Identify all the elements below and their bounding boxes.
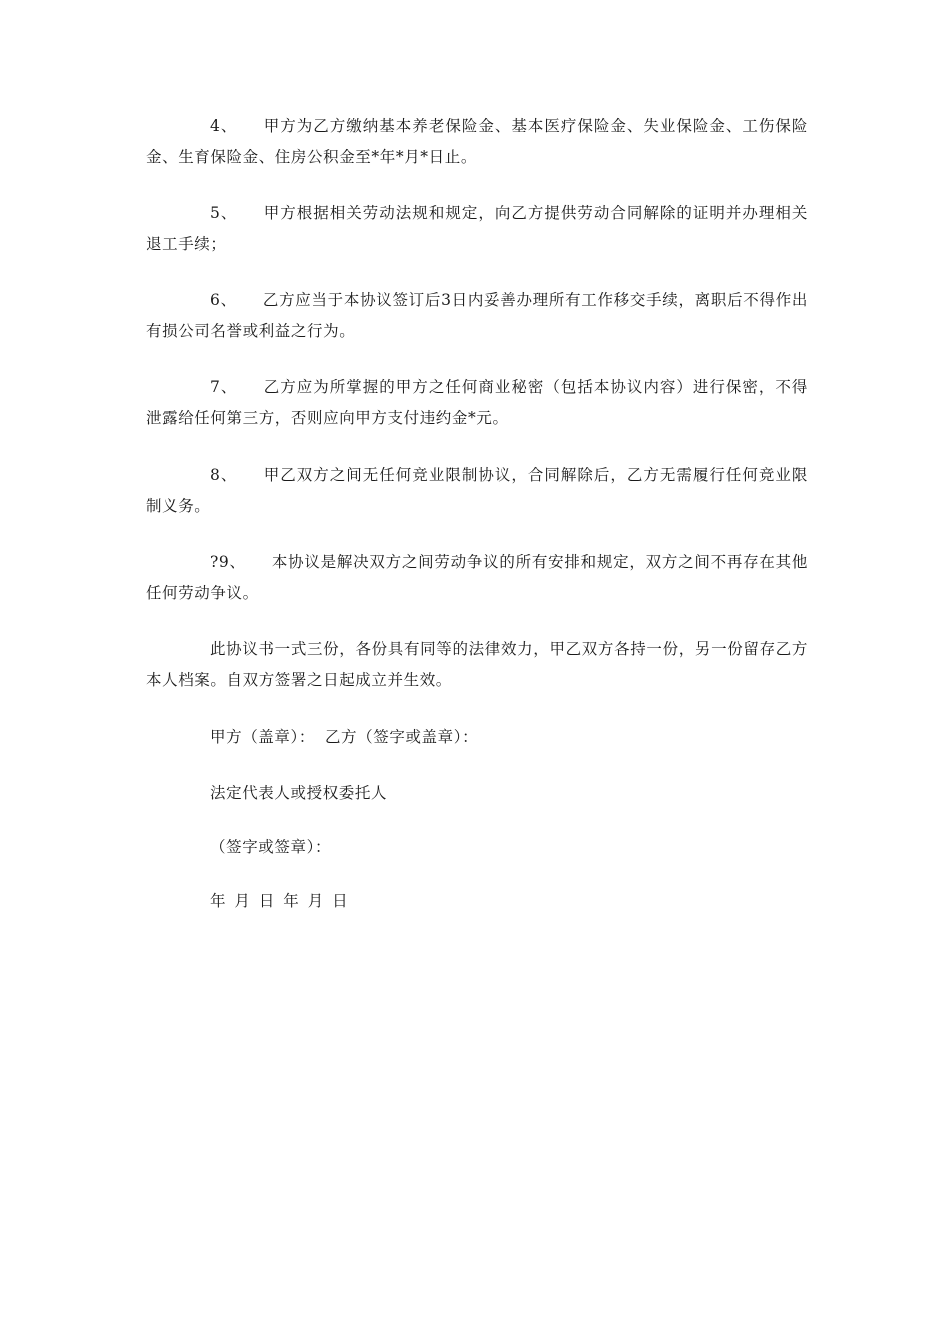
clause-8 <box>146 460 808 522</box>
clause-number: 7、 <box>210 378 238 396</box>
date-line: 年 月 日 年 月 日 <box>210 892 350 910</box>
clause-text: 本协议是解决双方之间劳动争议的所有安排和规定，双方之间不再存在其他任何劳动争议。 <box>146 553 808 602</box>
clause-text: 甲方为乙方缴纳基本养老保险金、基本医疗保险金、失业保险金、工伤保险金、生育保险金、住房公积金至*年*月*日止。 <box>146 117 808 166</box>
clause-number: 4、 <box>210 117 238 135</box>
party-b-sign-label: 乙方（签字或盖章）： <box>324 728 479 746</box>
clause-number: ?9、 <box>210 553 246 571</box>
clause-4 <box>146 111 808 173</box>
clause-text: 乙方应当于本协议签订后3日内妥善办理所有工作移交手续，离职后不得作出有损公司名誉或利益之行为。 <box>146 291 808 340</box>
party-a-seal-label: 甲方（盖章）： <box>210 728 315 746</box>
clause-6 <box>146 285 808 347</box>
clause-number: 5、 <box>210 204 238 222</box>
clause-text: 甲方根据相关劳动法规和规定，向乙方提供劳动合同解除的证明并办理相关退工手续； <box>146 204 808 253</box>
clause-9 <box>146 547 808 609</box>
clause-text: 乙方应为所掌握的甲方之任何商业秘密（包括本协议内容）进行保密，不得泄露给任何第三方，否则应向甲方支付违约金*元。 <box>146 378 808 427</box>
clause-5 <box>146 198 808 260</box>
clause-number: 6、 <box>210 291 237 309</box>
clause-text: 甲乙双方之间无任何竞业限制协议，合同解除后，乙方无需履行任何竞业限制义务。 <box>146 466 808 515</box>
closing-paragraph: 此协议书一式三份，各份具有同等的法律效力，甲乙双方各持一份，另一份留存乙方本人档案。自双方签署之日起成立并生效。 <box>146 640 808 689</box>
clause-7 <box>146 372 808 434</box>
clause-number: 8、 <box>210 466 238 484</box>
representative-label: 法定代表人或授权委托人 <box>210 784 388 802</box>
representative-sign-label: （签字或签章）： <box>210 838 332 856</box>
signature-parties-line <box>210 722 478 753</box>
